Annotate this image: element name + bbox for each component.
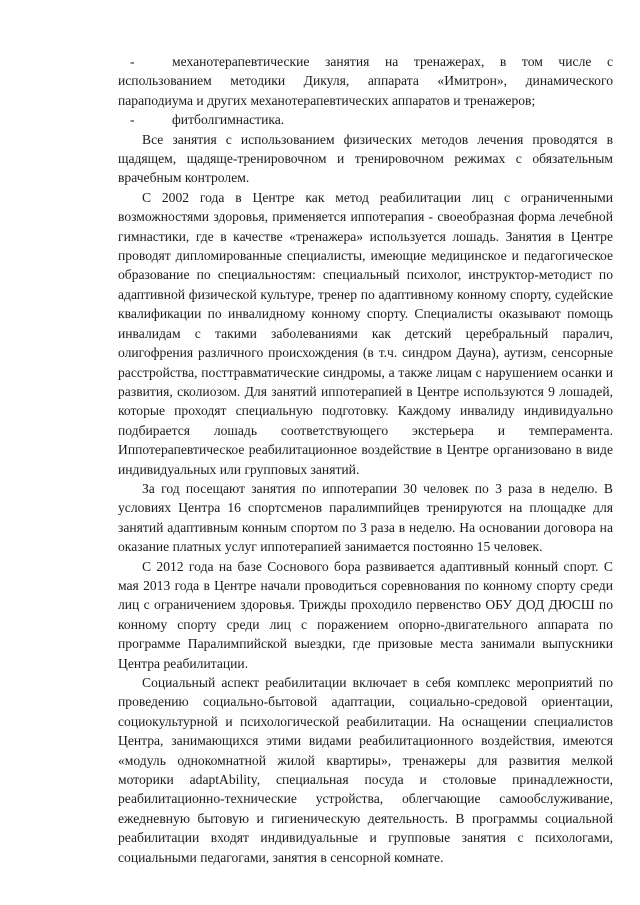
bullet-item [118,110,613,129]
paragraph-attendance: За год посещают занятия по иппотерапии 30 человек по 3 раза в неделю. В условиях Центра 16 спортсменов паралимпийцев тренируются на площадке для занятий адаптивным конным спортом по 3 раза в неделю. На основании договора на оказание платных услуг иппотерапией занимается постоянно 15 человек. [118,480,613,555]
bullet-dash: - [130,112,135,128]
paragraph-social-rehabilitation: Социальный аспект реабилитации включает в себя комплекс мероприятий по проведению социально-бытовой адаптации, социально-средовой ориентации, социокультурной и психологической реабилитации. На оснащении специалистов Центра, занимающихся этими видами реабилитационного воздействия, имеются «модуль однокомнатной жилой квартиры», тренажеры для развития мелкой моторики adaptAbility, специальная посуда и столовые принадлежности, реабилитационно-технические устройства, облегчающие самообслуживание, ежедневную бытовую и гигиеническую деятельность. В программы социальной реабилитации входят индивидуальные и групповые занятия с психологами, социальными педагогами, занятия в сенсорной комнате. [118,675,613,865]
paragraph-physical-methods: Все занятия с использованием физических методов лечения проводятся в щадящем, щадяще-тренировочном и тренировочном режимах с обязательным врачебным контролем. [118,131,613,186]
paragraph-adaptive-sport: С 2012 года на базе Соснового бора развивается адаптивный конный спорт. С мая 2013 года в Центре начали проводиться соревнования по конному спорту среди лиц с ограничением здоровья. Трижды проходило первенство ОБУ ДОД ДЮСШ по конному спорту среди лиц с поражением опорно-двигательного аппарата по программе Паралимпийской выездки, где призовые места занимали выпускники Центра реабилитации. [118,558,613,671]
document-page [118,52,613,867]
paragraph-hippotherapy: С 2002 года в Центре как метод реабилитации лиц с ограниченными возможностями здоровья, применяется иппотерапия - своеобразная форма лечебной гимнастики, где в качестве «тренажера» используется лошадь. Занятия в Центре проводят дипломированные специалисты, имеющие медицинское и педагогическое образование по специальностям: специальный психолог, инструктор-методист по адаптивной физической культуре, тренер по адаптивному конному спорту, судейские квалификации по инвалидному конному спорту. Специалисты оказывают помощь инвалидам с такими заболеваниями как детский церебральный паралич, олигофрения различного происхождения (в т.ч. синдром Дауна), аутизм, сенсорные расстройства, посттравматические синдромы, а также лицам с нарушением осанки и развития, сколиозом. Для занятий иппотерапией в Центре используются 9 лошадей, которые проходят специальную подготовку. Каждому инвалиду индивидуально подбирается лошадь соответствующего экстерьера и темперамента. Иппотерапевтическое реабилитационное воздействие в Центре организовано в виде индивидуальных или групповых занятий. [118,189,613,477]
bullet-item [118,52,613,110]
bullet-text: механотерапевтические занятия на тренажерах, в том числе с использованием методики Дикуля, аппарата «Имитрон», динамического параподиума и других механотерапевтических аппаратов и тренажеров; [118,54,613,108]
bullet-text: фитболгимнастика. [172,112,285,128]
bullet-dash: - [130,54,135,69]
